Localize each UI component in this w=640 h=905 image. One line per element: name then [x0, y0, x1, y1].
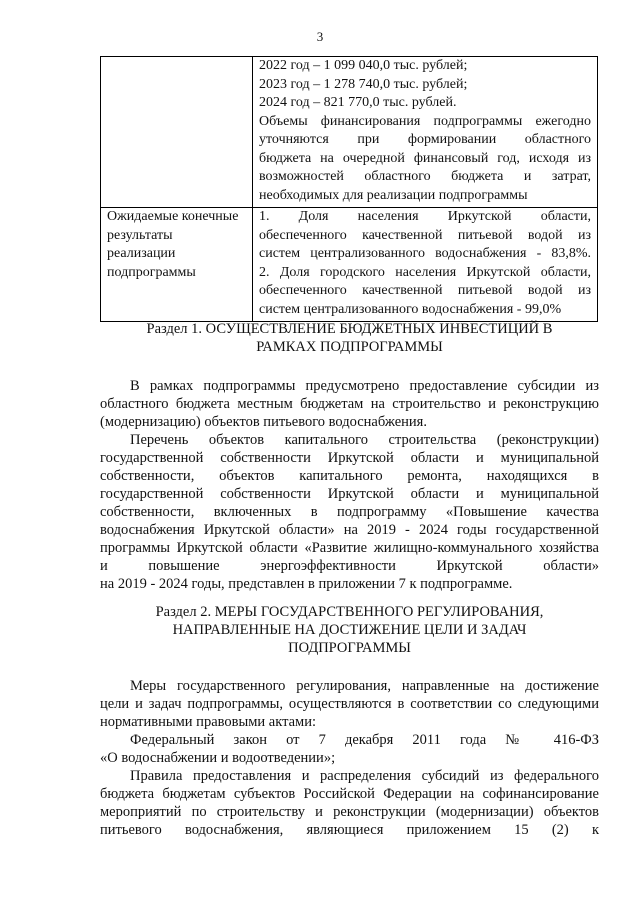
- section-2-heading: [100, 603, 599, 657]
- passport-table: [100, 56, 598, 322]
- text-line: бюджета бюджетам субъектов Российской Федерации на софинансирование: [100, 786, 599, 802]
- table-label-line: Ожидаемые конечные: [107, 209, 239, 224]
- table-row-value: [253, 208, 598, 322]
- table-line: обеспеченного качественной питьевой водой из: [259, 227, 591, 243]
- table-line: необходимых для реализации подпрограммы: [259, 187, 528, 203]
- heading-line: Раздел 2. МЕРЫ ГОСУДАРСТВЕННОГО РЕГУЛИРОВАНИЯ,: [155, 604, 544, 620]
- table-line: бюджета на очередной финансовый год, исходя из: [259, 150, 591, 166]
- table-row-label: [101, 57, 253, 208]
- table-row: [101, 208, 598, 322]
- section-1-heading: [100, 320, 599, 356]
- table-row-value: [253, 57, 598, 208]
- page-number: 3: [316, 29, 324, 44]
- text-line: Федеральный закон от 7 декабря 2011 года № 416-ФЗ: [130, 732, 599, 748]
- text-line: на 2019 - 2024 годы, представлен в приложении 7 к подпрограмме.: [100, 576, 513, 592]
- table-label-line: реализации: [107, 246, 176, 261]
- table-line: 2024 год – 821 770,0 тыс. рублей.: [259, 95, 457, 110]
- heading-line: РАМКАХ ПОДПРОГРАММЫ: [256, 339, 443, 355]
- table-line: систем централизованного водоснабжения - 99,0%: [259, 301, 562, 317]
- text-line: и повышение энергоэффективности Иркутской области»: [100, 558, 599, 574]
- table-label-line: результаты: [107, 227, 173, 243]
- text-line: мероприятий по строительству и реконструкции (модернизации) объектов: [100, 804, 599, 820]
- table-line: 2022 год – 1 099 040,0 тыс. рублей;: [259, 58, 468, 73]
- section-1-paragraph-1: [100, 377, 599, 431]
- text-line: собственности, объектов капитального ремонта, находящихся в: [100, 468, 599, 484]
- section-2-paragraph-1: [100, 677, 599, 731]
- text-line: Перечень объектов капитального строительства (реконструкции): [130, 432, 599, 448]
- text-line: нормативными правовыми актами:: [100, 714, 316, 730]
- table-label-line: подпрограммы: [107, 264, 196, 280]
- text-line: водоснабжения Иркутской области» на 2019 - 2024 годы государственной: [100, 522, 599, 538]
- text-line: программы Иркутской области «Развитие жилищно-коммунального хозяйства: [100, 540, 599, 556]
- text-line: цели и задач подпрограммы, осуществляются в соответствии со следующими: [100, 696, 599, 712]
- section-2-paragraph-2: [100, 731, 599, 767]
- table-row-label: [101, 208, 253, 322]
- text-line: В рамках подпрограммы предусмотрено предоставление субсидии из: [130, 378, 599, 394]
- section-2-paragraph-3: [100, 767, 599, 839]
- section-1-paragraph-2: [100, 431, 599, 593]
- heading-line: НАПРАВЛЕННЫЕ НА ДОСТИЖЕНИЕ ЦЕЛИ И ЗАДАЧ: [172, 622, 527, 638]
- text-line: (модернизацию) объектов питьевого водоснабжения.: [100, 414, 427, 430]
- table-line: систем централизованного водоснабжения - 83,8%.: [259, 246, 591, 261]
- table-line: 1. Доля населения Иркутской области,: [259, 209, 591, 224]
- text-line: собственности, включенных в подпрограмму «Повышение качества: [100, 504, 599, 520]
- heading-line: ПОДПРОГРАММЫ: [288, 640, 411, 656]
- table-line: возможностей областного бюджета и затрат,: [259, 169, 591, 184]
- heading-line: Раздел 1. ОСУЩЕСТВЛЕНИЕ БЮДЖЕТНЫХ ИНВЕСТИЦИЙ В: [146, 321, 553, 337]
- text-line: областного бюджета местным бюджетам на строительство и реконструкцию: [100, 396, 599, 412]
- table-line: 2. Доля городского населения Иркутской области,: [259, 264, 591, 280]
- table-line: Объемы финансирования подпрограммы ежегодно: [259, 113, 591, 129]
- table-row: [101, 57, 598, 208]
- text-line: питьевого водоснабжения, являющиеся приложением 15 (2) к: [100, 822, 599, 838]
- text-line: государственной собственности Иркутской области и муниципальной: [100, 450, 599, 466]
- table-line: обеспеченного качественной питьевой водой из: [259, 283, 591, 298]
- text-line: «О водоснабжении и водоотведении»;: [100, 750, 336, 766]
- text-line: Меры государственного регулирования, направленные на достижение: [130, 678, 599, 694]
- text-line: Правила предоставления и распределения субсидий из федерального: [130, 768, 599, 784]
- text-line: государственной собственности Иркутской области и муниципальной: [100, 486, 599, 502]
- table-line: 2023 год – 1 278 740,0 тыс. рублей;: [259, 76, 468, 92]
- table-line: уточняются при формировании областного: [259, 132, 591, 147]
